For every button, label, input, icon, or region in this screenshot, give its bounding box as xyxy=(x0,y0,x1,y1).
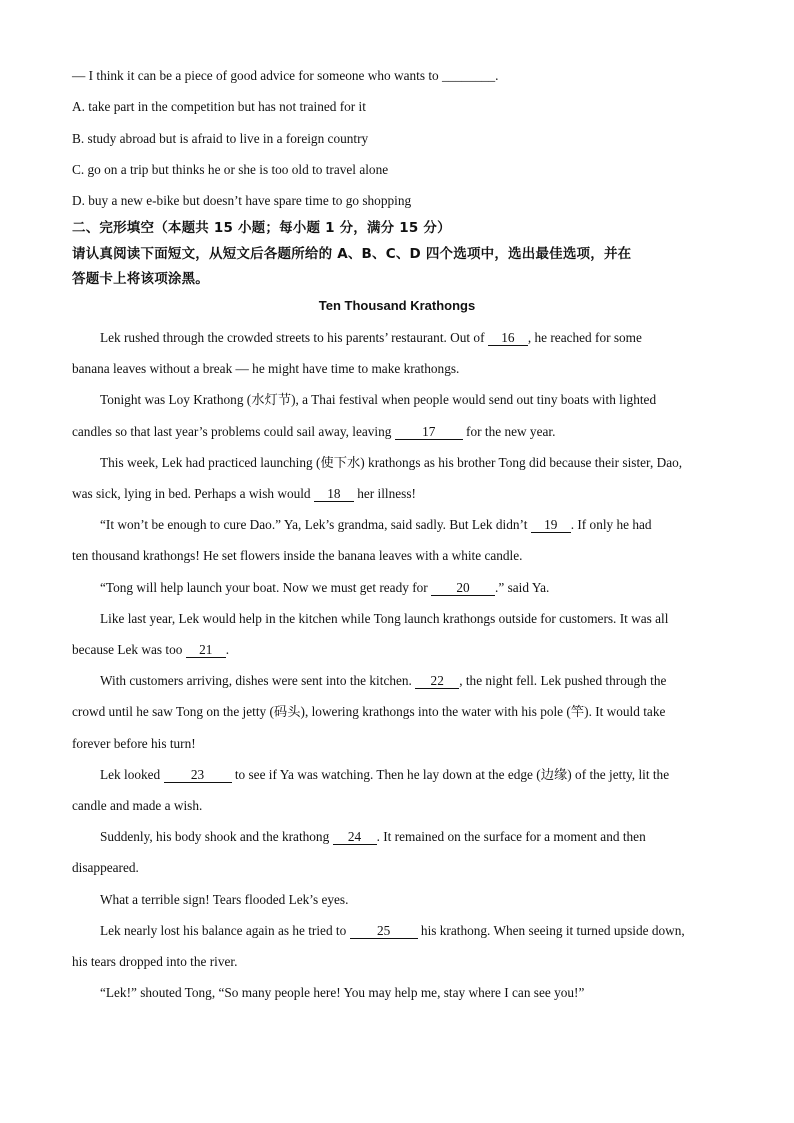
passage-text: forever before his turn! xyxy=(72,735,196,751)
passage-line xyxy=(100,330,722,346)
passage-line xyxy=(100,923,722,939)
cloze-blank-23: 23 xyxy=(164,768,232,783)
passage-line xyxy=(72,704,722,720)
passage-title: Ten Thousand Krathongs xyxy=(318,298,476,313)
passage-text: was sick, lying in bed. Perhaps a wish would xyxy=(72,486,314,501)
passage-line xyxy=(100,580,722,596)
cloze-blank-22: 22 xyxy=(415,674,459,689)
passage-text: “Tong will help launch your boat. Now we must get ready for xyxy=(100,579,432,595)
passage-text: Tonight was Loy Krathong (水灯节), a Thai festival when people would send out tiny boats with lighted xyxy=(100,392,657,408)
cloze-blank-19: 19 xyxy=(531,518,571,533)
passage-text: her illness! xyxy=(353,486,416,501)
passage-text: . xyxy=(225,642,230,657)
passage-text: for the new year. xyxy=(462,423,556,439)
cloze-blank-24: 24 xyxy=(333,830,377,845)
passage-text: What a terrible sign! Tears flooded Lek’s eyes. xyxy=(100,891,349,907)
passage-text: . If only he had xyxy=(570,517,652,533)
cloze-blank-16: 16 xyxy=(488,331,528,346)
section-instruction-line-2: 答题卡上将该项涂黑。 xyxy=(72,271,209,287)
passage-text: ten thousand krathongs! He set flowers inside the banana leaves with a white candle. xyxy=(72,548,523,564)
passage-line xyxy=(72,954,722,970)
passage-line xyxy=(72,736,722,752)
passage-text: his krathong. When seeing it turned upside down, xyxy=(417,922,685,938)
passage-line xyxy=(100,829,722,845)
passage-text: disappeared. xyxy=(72,860,139,876)
cloze-blank-25: 25 xyxy=(350,924,418,939)
passage-text: Suddenly, his body shook and the krathong xyxy=(100,829,333,845)
passage-line xyxy=(100,673,722,689)
passage-text: This week, Lek had practiced launching (使下水) krathongs as his brother Tong did because their sister, Dao, xyxy=(100,454,683,470)
passage-line xyxy=(100,392,722,408)
passage-text: his tears dropped into the river. xyxy=(72,954,238,969)
option-a: A. take part in the competition but has not trained for it xyxy=(72,99,366,114)
passage-text: “Lek!” shouted Tong, “So many people here! You may help me, stay where I can see you!” xyxy=(100,985,585,1001)
passage-text: . It remained on the surface for a moment and then xyxy=(376,829,646,845)
cloze-blank-17: 17 xyxy=(395,425,463,440)
passage-text: With customers arriving, dishes were sent into the kitchen. xyxy=(100,673,416,689)
cloze-blank-18: 18 xyxy=(314,487,354,502)
passage-line xyxy=(72,860,722,876)
passage-line xyxy=(100,611,722,627)
passage-line xyxy=(100,517,722,533)
passage-text: , he reached for some xyxy=(527,330,642,345)
passage-text: Like last year, Lek would help in the kitchen while Tong launch krathongs outside for customers. It was all xyxy=(100,610,669,626)
question-stem: — I think it can be a piece of good advice for someone who wants to ________. xyxy=(72,68,499,83)
passage-line xyxy=(72,798,722,814)
cloze-blank-21: 21 xyxy=(186,643,226,658)
passage-text: crowd until he saw Tong on the jetty (码头), lowering krathongs into the water with his pole (竿). It would take xyxy=(72,704,666,720)
passage-text: Lek nearly lost his balance again as he tried to xyxy=(100,922,350,938)
cloze-blank-20: 20 xyxy=(431,581,495,596)
passage-line xyxy=(100,455,722,471)
passage-line xyxy=(72,361,722,377)
passage-text: because Lek was too xyxy=(72,642,186,657)
passage-line xyxy=(100,892,722,908)
passage-line xyxy=(100,767,722,783)
passage-text: to see if Ya was watching. Then he lay down at the edge (边缘) of the jetty, lit the xyxy=(231,766,670,782)
passage-text: , the night fell. Lek pushed through the xyxy=(459,673,667,689)
section-instruction-line-1: 请认真阅读下面短文，从短文后各题所给的 A、B、C、D 四个选项中，选出最佳选项，并在 xyxy=(72,246,632,262)
option-c: C. go on a trip but thinks he or she is too old to travel alone xyxy=(72,162,389,177)
passage-line xyxy=(72,642,722,658)
passage-text: candles so that last year’s problems could sail away, leaving xyxy=(72,423,395,439)
option-b: B. study abroad but is afraid to live in a foreign country xyxy=(72,131,369,146)
section-heading: 二、完形填空（本题共 15 小题；每小题 1 分，满分 15 分） xyxy=(72,220,451,236)
passage-text: “It won’t be enough to cure Dao.” Ya, Lek’s grandma, said sadly. But Lek didn’t xyxy=(100,517,531,533)
passage-line xyxy=(72,424,722,440)
passage-line xyxy=(72,548,722,564)
passage-text: banana leaves without a break — he might have time to make krathongs. xyxy=(72,361,460,377)
passage-line xyxy=(100,985,722,1001)
passage-text: Lek looked xyxy=(100,766,164,782)
passage-text: .” said Ya. xyxy=(495,579,550,595)
passage-text: candle and made a wish. xyxy=(72,798,203,813)
option-d: D. buy a new e-bike but doesn’t have spare time to go shopping xyxy=(72,193,412,208)
passage-text: Lek rushed through the crowded streets to his parents’ restaurant. Out of xyxy=(100,330,488,345)
passage-line xyxy=(72,486,722,502)
